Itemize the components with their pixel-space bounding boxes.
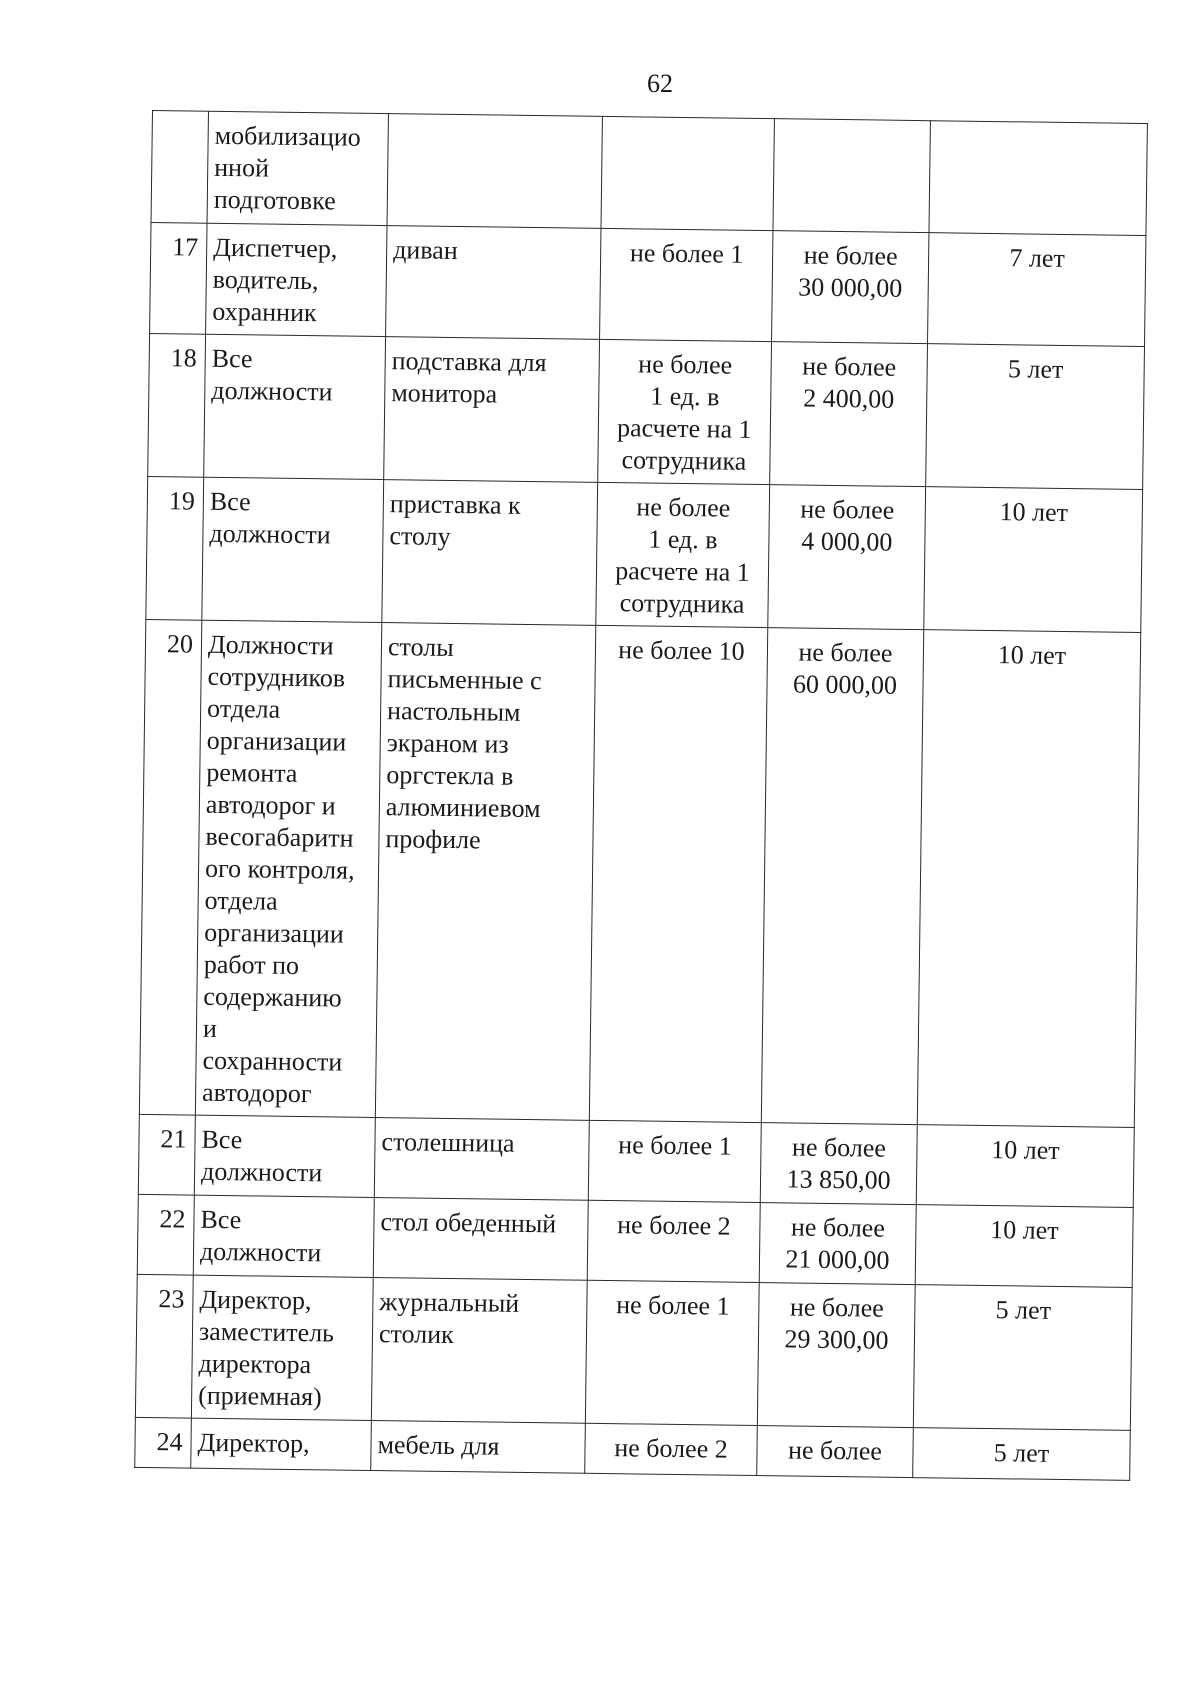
table-row — [146, 476, 1143, 632]
cell-term: 10 лет — [915, 1205, 1133, 1288]
cell-position: Все должности — [193, 1195, 374, 1277]
cell-num: 17 — [150, 222, 207, 334]
cell-price: не более 60 000,00 — [761, 628, 923, 1125]
table-row — [148, 333, 1145, 489]
table-row — [137, 1194, 1133, 1287]
cell-term: 10 лет — [917, 630, 1140, 1128]
cell-position: Директор, заместитель директора (приемная) — [191, 1275, 373, 1420]
cell-price: не более 30 000,00 — [772, 231, 929, 344]
cell-item: приставка к столу — [382, 480, 598, 626]
cell-term: 5 лет — [913, 1285, 1132, 1431]
cell-quantity: не более 10 — [589, 625, 767, 1122]
cell-term: 5 лет — [926, 344, 1145, 490]
cell-term — [929, 121, 1147, 236]
cell-price — [773, 119, 930, 233]
cell-position: Директор, — [191, 1418, 372, 1470]
table-row — [139, 619, 1140, 1127]
cell-term: 10 лет — [916, 1125, 1134, 1208]
cell-item: диван — [386, 226, 601, 340]
cell-quantity: не более 1 — [588, 1120, 761, 1202]
cell-num: 19 — [146, 476, 204, 620]
cell-position: мобилизацио нной подготовке — [207, 111, 388, 225]
cell-num — [151, 111, 208, 224]
cell-num: 22 — [137, 1194, 194, 1275]
cell-num: 23 — [135, 1274, 193, 1418]
cell-price: не более 21 000,00 — [759, 1203, 916, 1285]
cell-quantity: не более 2 — [587, 1200, 760, 1282]
cell-item: столы письменные с настольным экраном из оргстекла в алюминиевом профиле — [375, 623, 595, 1121]
cell-price: не более 29 300,00 — [757, 1283, 915, 1428]
cell-num: 18 — [148, 333, 206, 477]
cell-item: журнальный столик — [371, 1277, 587, 1423]
cell-item: подставка для монитора — [384, 337, 600, 483]
cell-quantity: не более 1 — [585, 1280, 759, 1425]
cell-price: не более 13 850,00 — [760, 1123, 917, 1205]
page-number: 62 — [647, 69, 673, 98]
cell-price: не более — [757, 1426, 914, 1478]
cell-quantity: не более 1 ед. в расчете на 1 сотрудника — [596, 482, 770, 627]
cell-position: Должности сотрудников отдела организации ремонта автодорог и весогабаритн ого контроля, отдела организации работ по содержанию и сохранности автодорог — [195, 620, 381, 1117]
cell-num: 20 — [139, 619, 201, 1115]
cell-term: 7 лет — [928, 233, 1146, 347]
table-row — [135, 1274, 1132, 1430]
cell-item — [387, 114, 602, 229]
cell-item: столешница — [374, 1118, 589, 1201]
cell-item: мебель для — [371, 1420, 586, 1473]
cell-position: Диспетчер, водитель, охранник — [206, 223, 387, 336]
table-row — [150, 222, 1146, 346]
cell-quantity: не более 1 — [600, 228, 773, 341]
cell-num: 21 — [138, 1114, 195, 1195]
cell-position: Все должности — [202, 477, 384, 622]
cell-item: стол обеденный — [373, 1198, 588, 1281]
cell-position: Все должности — [194, 1115, 375, 1197]
norms-table — [134, 110, 1148, 1481]
cell-quantity — [601, 116, 774, 230]
cell-term: 10 лет — [924, 487, 1143, 633]
table-container — [134, 110, 1147, 1481]
cell-price: не более 2 400,00 — [770, 342, 928, 487]
cell-position: Все должности — [204, 334, 386, 479]
table-row — [138, 1114, 1134, 1207]
cell-term: 5 лет — [913, 1428, 1131, 1481]
table-row — [151, 111, 1147, 236]
cell-quantity: не более 2 — [585, 1423, 758, 1475]
cell-price: не более 4 000,00 — [768, 485, 926, 630]
cell-quantity: не более 1 ед. в расчете на 1 сотрудника — [598, 339, 772, 484]
cell-num: 24 — [135, 1417, 192, 1468]
